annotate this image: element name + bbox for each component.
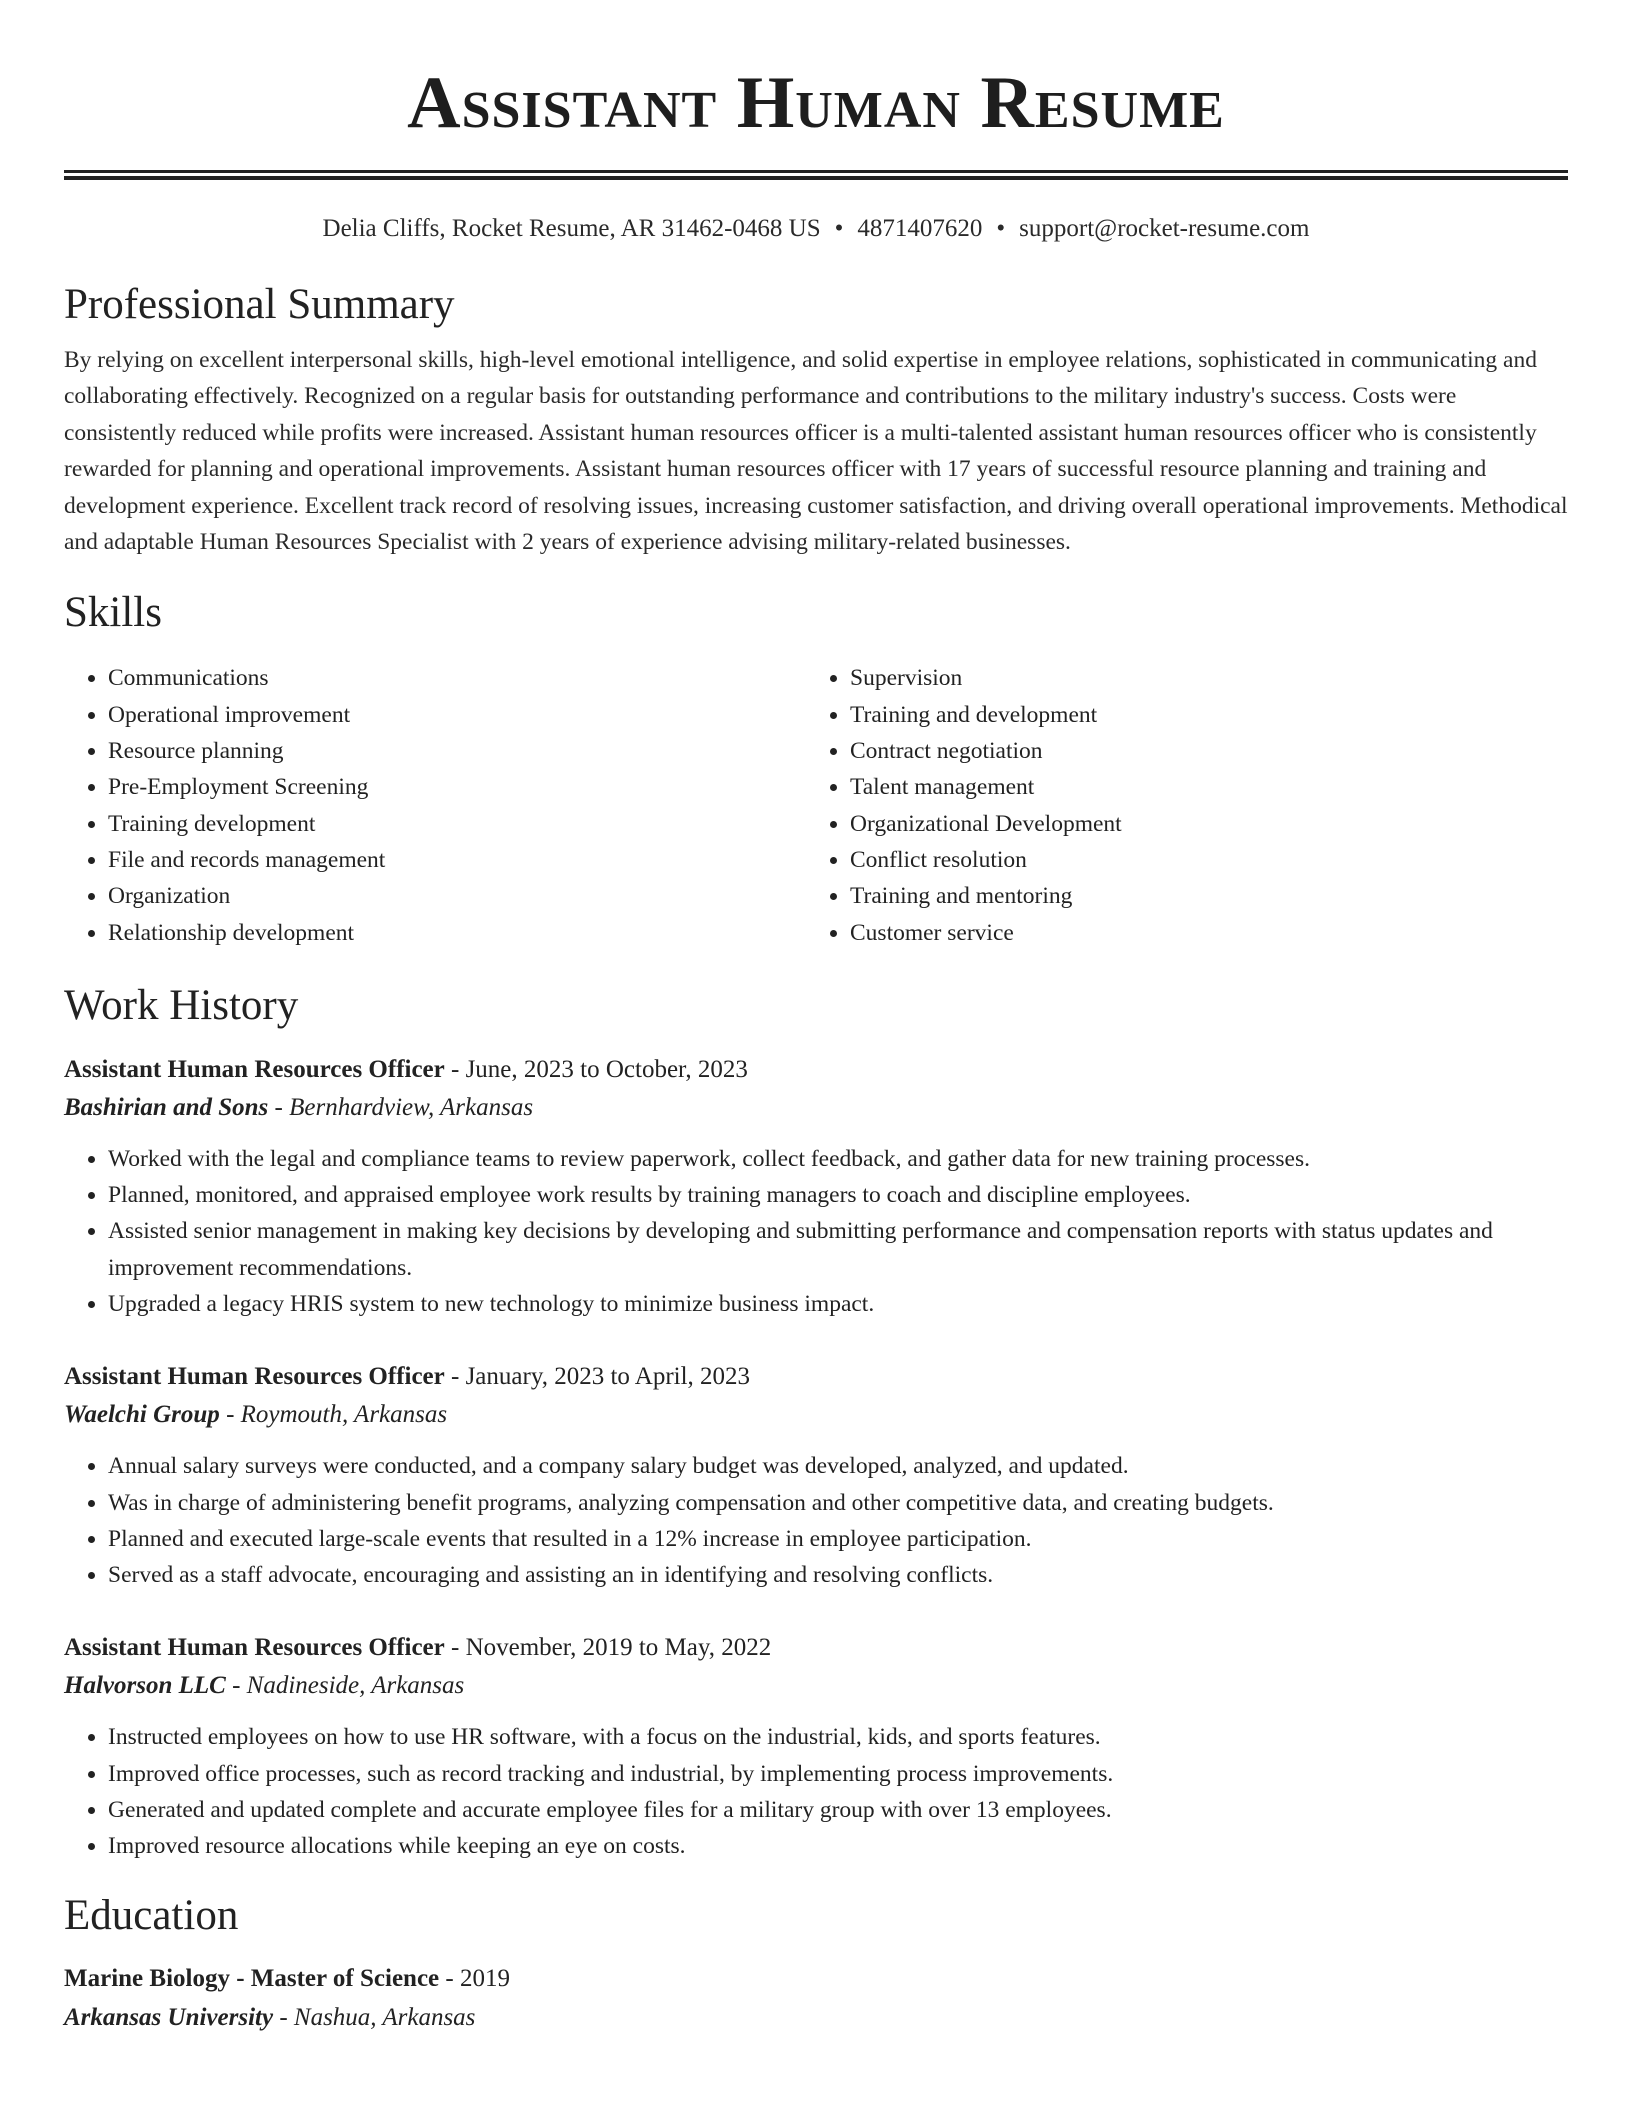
job-bullet: • Was in charge of administering benefit programs, analyzing compensation and other competitive data, and creating budgets. xyxy=(108,1485,1568,1521)
job-dates: November, 2019 to May, 2022 xyxy=(465,1634,772,1662)
job-bullets xyxy=(64,1448,1568,1593)
contact-separator: • xyxy=(834,215,844,242)
job-bullet: • Instructed employees on how to use HR software, with a focus on the industrial, kids, and sports features. xyxy=(108,1719,1568,1755)
skills-section xyxy=(64,588,1568,950)
employer-location: Nadineside, Arkansas xyxy=(246,1672,465,1700)
employer-line: Waelchi Group - Roymouth, Arkansas xyxy=(64,1401,448,1429)
employer-location: Roymouth, Arkansas xyxy=(240,1401,448,1429)
summary-section xyxy=(64,280,1568,560)
contact-phone: 4871407620 xyxy=(857,215,983,242)
education-heading: Education xyxy=(64,1891,239,1939)
employer-name: Halvorson LLC xyxy=(64,1672,226,1700)
employer-location: Bernhardview, Arkansas xyxy=(289,1093,534,1121)
job-bullet: • Worked with the legal and compliance teams to review paperwork, collect feedback, and gather data for new training processes. xyxy=(108,1141,1568,1177)
skill-item: • Operational improvement xyxy=(108,697,806,733)
skill-item: • Training development xyxy=(108,806,806,842)
job-title-line: Assistant Human Resources Officer - June, 2023 to October, 2023 xyxy=(64,1055,748,1083)
school-line: Arkansas University - Nashua, Arkansas xyxy=(64,2003,476,2031)
skill-item: • File and records management xyxy=(108,842,806,878)
job-entry xyxy=(64,1051,1568,1322)
job-bullets xyxy=(64,1141,1568,1322)
skill-item: • Talent management xyxy=(850,769,1122,805)
degree-line: Marine Biology - Master of Science - 2019 xyxy=(64,1964,510,1992)
employer-name: Waelchi Group xyxy=(64,1401,220,1429)
graduation-year: 2019 xyxy=(459,1964,510,1992)
skill-item: • Training and development xyxy=(850,697,1122,733)
job-title: Assistant Human Resources Officer xyxy=(64,1363,445,1391)
skills-list-right xyxy=(806,660,1122,950)
skill-item: • Organizational Development xyxy=(850,806,1122,842)
contact-line xyxy=(64,214,1568,244)
job-bullet: • Planned, monitored, and appraised employee work results by training managers to coach and discipline employees. xyxy=(108,1177,1568,1213)
job-title: Assistant Human Resources Officer xyxy=(64,1055,445,1083)
degree-name: Marine Biology - Master of Science xyxy=(64,1964,440,1992)
skill-item: • Contract negotiation xyxy=(850,733,1122,769)
employer-line: Halvorson LLC - Nadineside, Arkansas xyxy=(64,1672,465,1700)
skill-item: • Resource planning xyxy=(108,733,806,769)
job-bullet: • Improved resource allocations while keeping an eye on costs. xyxy=(108,1828,1568,1864)
contact-email[interactable]: support@rocket-resume.com xyxy=(1019,215,1310,242)
job-title-line: Assistant Human Resources Officer - November, 2019 to May, 2022 xyxy=(64,1634,772,1662)
title-divider xyxy=(64,170,1568,180)
skill-item: • Relationship development xyxy=(108,915,806,951)
job-title: Assistant Human Resources Officer xyxy=(64,1634,445,1662)
resume-title: Assistant Human Resume xyxy=(407,62,1225,144)
job-bullet: • Planned and executed large-scale events that resulted in a 12% increase in employee participation. xyxy=(108,1521,1568,1557)
job-bullet: • Improved office processes, such as record tracking and industrial, by implementing process improvements. xyxy=(108,1756,1568,1792)
job-entry xyxy=(64,1629,1568,1864)
skill-item: • Communications xyxy=(108,660,806,696)
job-dates: June, 2023 to October, 2023 xyxy=(465,1055,748,1083)
skill-item: • Customer service xyxy=(850,915,1122,951)
education-entry xyxy=(64,1959,1568,2037)
job-bullet: • Served as a staff advocate, encouraging and assisting an in identifying and resolving conflicts. xyxy=(108,1557,1568,1593)
contact-address: Delia Cliffs, Rocket Resume, AR 31462-0468 US xyxy=(322,215,821,242)
work-history-section xyxy=(64,981,1568,1865)
summary-heading: Professional Summary xyxy=(64,281,455,328)
skill-item: • Organization xyxy=(108,878,806,914)
school-name: Arkansas University xyxy=(64,2003,274,2031)
job-bullet: • Annual salary surveys were conducted, and a company salary budget was developed, analyzed, and updated. xyxy=(108,1448,1568,1484)
skill-item: • Supervision xyxy=(850,660,1122,696)
education-section xyxy=(64,1891,1568,2037)
contact-separator: • xyxy=(996,215,1006,242)
job-entry xyxy=(64,1358,1568,1593)
job-bullets xyxy=(64,1719,1568,1864)
job-title-line: Assistant Human Resources Officer - January, 2023 to April, 2023 xyxy=(64,1363,751,1391)
skills-heading: Skills xyxy=(64,589,162,637)
skills-columns xyxy=(64,660,1568,950)
skill-item: • Conflict resolution xyxy=(850,842,1122,878)
job-bullet: • Assisted senior management in making key decisions by developing and submitting performance and compensation reports with status updates and improvement recommendations. xyxy=(108,1213,1568,1286)
summary-text: By relying on excellent interpersonal skills, high-level emotional intelligence, and solid expertise in employee relations, sophisticated in communicating and collaborating effectively. Recognized on a regular basis for outstanding performance and contributions to the military industry's success. Costs were consistently reduced while profits were increased. Assistant human resources officer is a multi-talented assistant human resources officer who is consistently rewarded for planning and operational improvements. Assistant human resources officer with 17 years of successful resource planning and training and development experience. Excellent track record of resolving issues, increasing customer satisfaction, and driving overall operational improvements. Methodical and adaptable Human Resources Specialist with 2 years of experience advising military-related businesses. xyxy=(64,347,1568,556)
job-bullet: • Generated and updated complete and accurate employee files for a military group with over 13 employees. xyxy=(108,1792,1568,1828)
employer-name: Bashirian and Sons xyxy=(64,1093,269,1121)
skill-item: • Training and mentoring xyxy=(850,878,1122,914)
school-location: Nashua, Arkansas xyxy=(293,2003,476,2031)
skill-item: • Pre-Employment Screening xyxy=(108,769,806,805)
work-history-heading: Work History xyxy=(64,981,299,1029)
job-dates: January, 2023 to April, 2023 xyxy=(465,1363,751,1391)
employer-line: Bashirian and Sons - Bernhardview, Arkansas xyxy=(64,1093,534,1121)
job-bullet: • Upgraded a legacy HRIS system to new technology to minimize business impact. xyxy=(108,1286,1568,1322)
skills-list-left xyxy=(64,660,806,950)
